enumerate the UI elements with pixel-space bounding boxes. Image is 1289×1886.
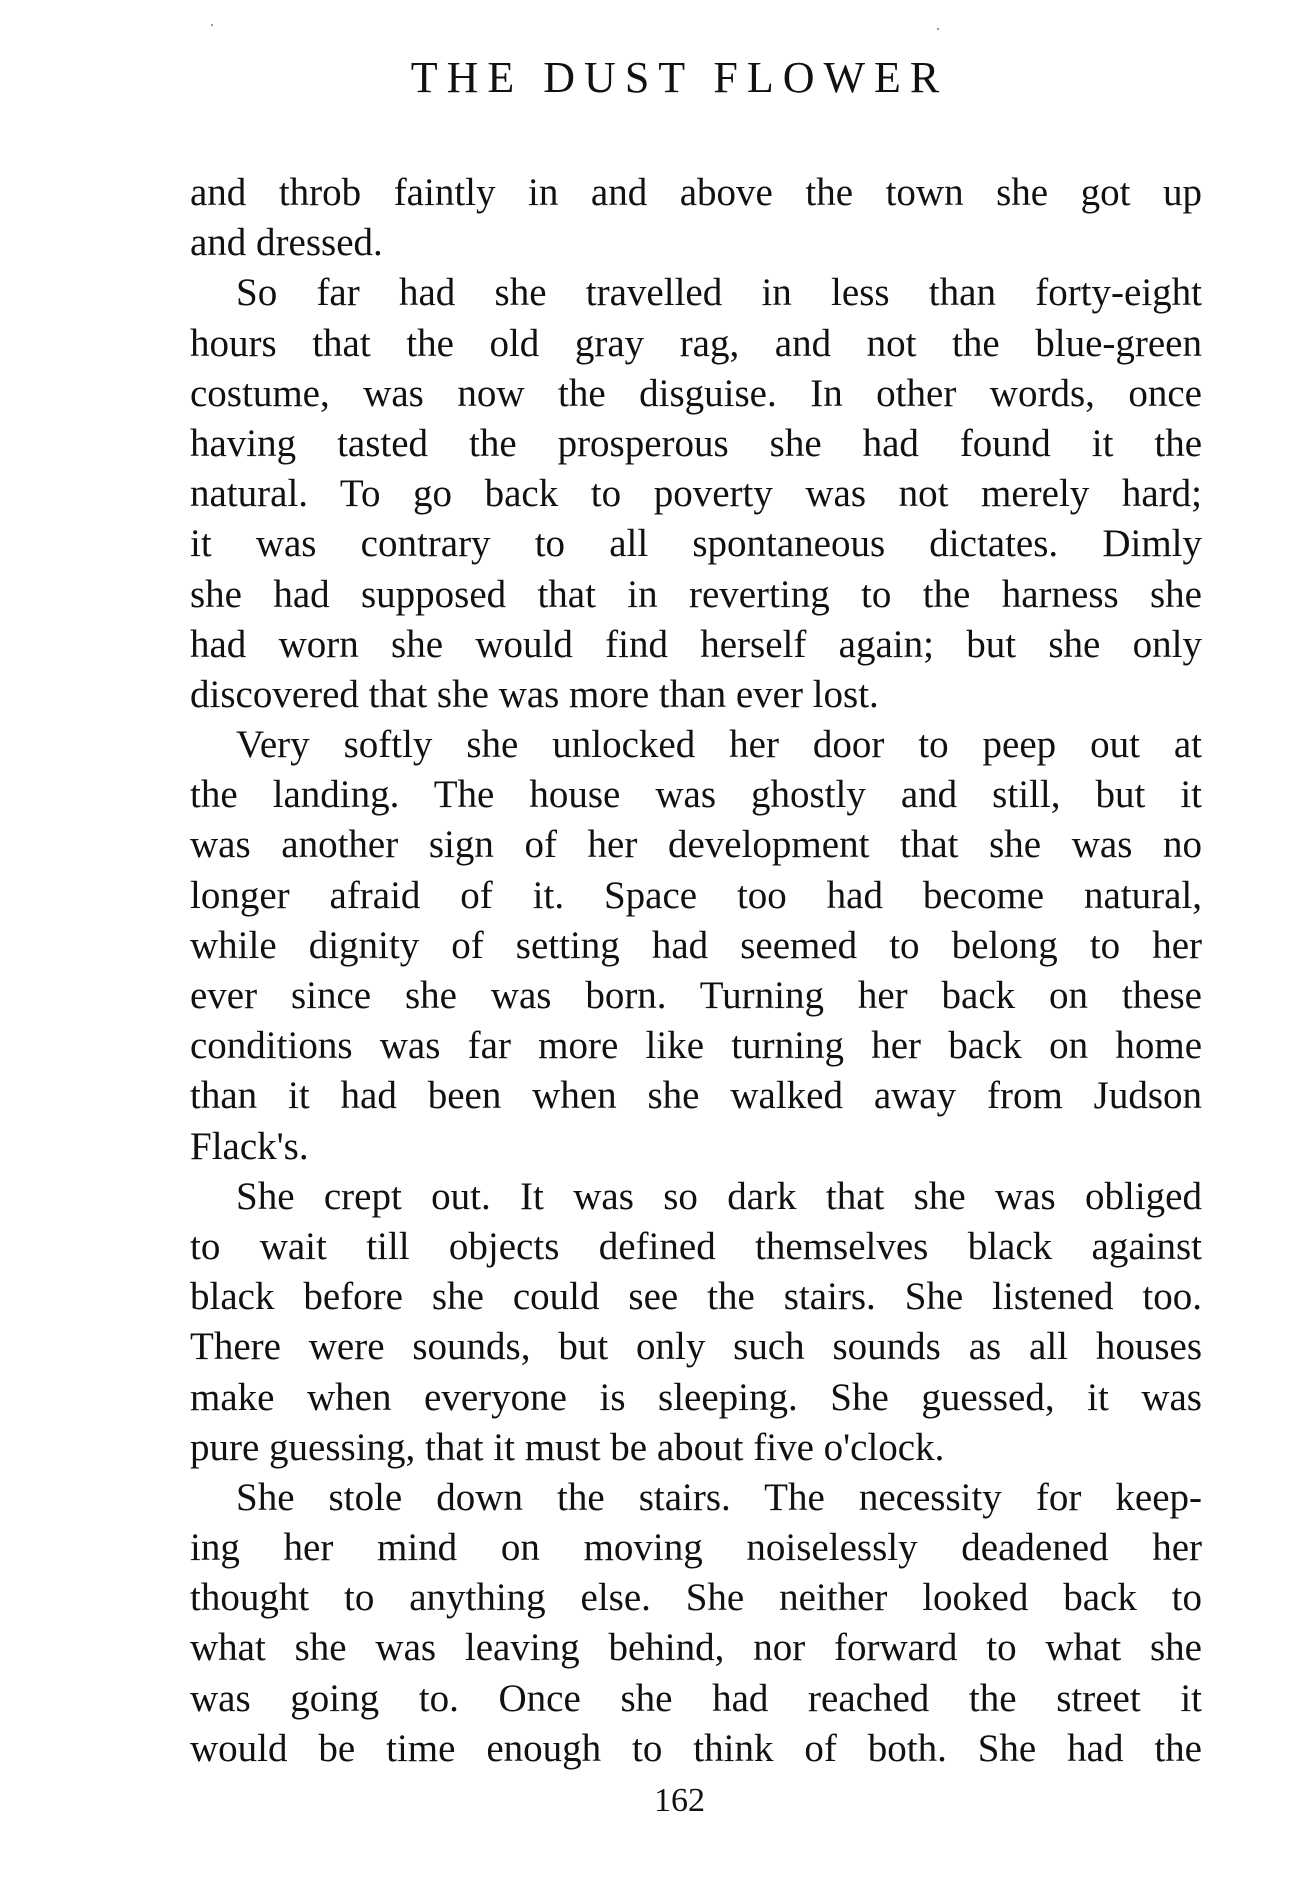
text-line: pure guessing, that it must be about five o'clock. (190, 1425, 945, 1469)
text-line: was going to. Once she had reached the street it (190, 1676, 1202, 1720)
text-line: had worn she would find herself again; but she only (190, 622, 1202, 666)
text-line: hours that the old gray rag, and not the blue-green (190, 321, 1202, 365)
text-line: ever since she was born. Turning her back on these (190, 974, 1202, 1017)
text-line: thought to anything else. She neither looked back to (190, 1576, 1202, 1620)
running-title: THE DUST FLOWER (410, 53, 949, 102)
text-line: She crept out. It was so dark that she was obliged (236, 1174, 1202, 1218)
text-line: to wait till objects defined themselves black against (190, 1224, 1202, 1268)
text-line: natural. To go back to poverty was not merely hard; (190, 472, 1202, 516)
page-body-text (190, 168, 1202, 1774)
scan-speck (937, 28, 939, 30)
text-line: the landing. The house was ghostly and still, but it (190, 773, 1202, 817)
text-line: So far had she travelled in less than forty-eight (236, 271, 1202, 315)
text-line: having tasted the prosperous she had found it the (190, 421, 1202, 465)
text-line: discovered that she was more than ever lost. (190, 672, 879, 716)
text-line: was another sign of her development that she was no (190, 823, 1202, 867)
text-line: ing her mind on moving noiselessly deadened her (190, 1526, 1202, 1570)
page-number: 162 (654, 1782, 705, 1819)
text-line: make when everyone is sleeping. She guessed, it was (190, 1375, 1202, 1419)
text-line: black before she could see the stairs. She listened too. (190, 1275, 1202, 1319)
text-line: what she was leaving behind, nor forward to what she (190, 1626, 1202, 1670)
text-line: Flack's. (190, 1124, 309, 1168)
text-line: it was contrary to all spontaneous dictates. Dimly (190, 522, 1202, 566)
text-line: Very softly she unlocked her door to peep out at (236, 723, 1202, 767)
text-line: She stole down the stairs. The necessity for keep- (236, 1475, 1202, 1519)
text-line: than it had been when she walked away from Judson (190, 1074, 1202, 1118)
text-line: while dignity of setting had seemed to belong to her (190, 923, 1202, 967)
text-line: longer afraid of it. Space too had become natural, (190, 873, 1202, 917)
text-line: and throb faintly in and above the town she got up (190, 171, 1202, 214)
text-line: would be time enough to think of both. She had the (190, 1726, 1202, 1770)
text-line: costume, was now the disguise. In other words, once (190, 371, 1202, 415)
text-line: and dressed. (190, 221, 383, 265)
text-line: conditions was far more like turning her back on home (190, 1024, 1202, 1068)
text-line: she had supposed that in reverting to the harness she (190, 572, 1202, 616)
text-line: There were sounds, but only such sounds as all houses (190, 1325, 1202, 1369)
scan-speck (211, 24, 213, 26)
